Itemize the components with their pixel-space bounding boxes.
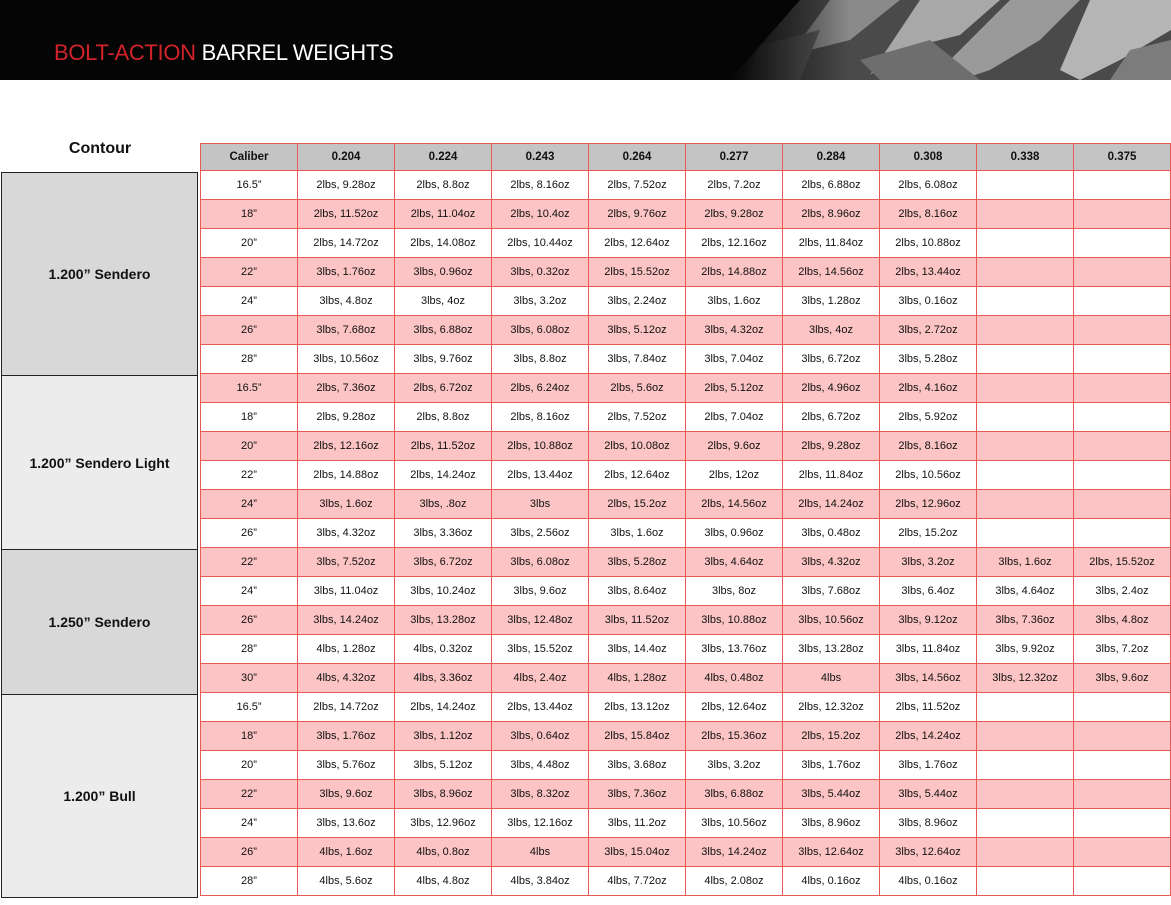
- weight-cell: [977, 722, 1074, 751]
- weight-cell: 2lbs, 15.52oz: [1074, 548, 1171, 577]
- weight-cell: 3lbs, 10.56oz: [686, 809, 783, 838]
- contour-group-label: 1.250” Sendero: [1, 549, 198, 695]
- weight-cell: 3lbs, 9.92oz: [977, 635, 1074, 664]
- weight-cell: 3lbs, 2.56oz: [492, 519, 589, 548]
- weight-cell: 2lbs, 5.92oz: [880, 403, 977, 432]
- weight-cell: 3lbs, 10.56oz: [783, 606, 880, 635]
- table-header-row: [201, 144, 1171, 171]
- column-header: 0.243: [492, 144, 589, 171]
- weight-cell: 2lbs, 15.2oz: [880, 519, 977, 548]
- barrel-length-cell: 22”: [201, 461, 298, 490]
- weight-cell: 2lbs, 8.16oz: [492, 171, 589, 200]
- weight-cell: [977, 200, 1074, 229]
- table-row: [201, 809, 1171, 838]
- weight-cell: 3lbs, 4.64oz: [686, 548, 783, 577]
- weight-cell: [1074, 432, 1171, 461]
- weight-cell: 3lbs, 3.2oz: [686, 751, 783, 780]
- weight-cell: 3lbs, 1.76oz: [298, 722, 395, 751]
- weight-cell: 3lbs, 12.16oz: [492, 809, 589, 838]
- weight-cell: 2lbs, 8.16oz: [880, 432, 977, 461]
- weight-cell: 3lbs, 7.04oz: [686, 345, 783, 374]
- weight-cell: 2lbs, 14.24oz: [783, 490, 880, 519]
- weight-cell: 3lbs, 4oz: [395, 287, 492, 316]
- table-row: [201, 780, 1171, 809]
- barrel-length-cell: 28”: [201, 867, 298, 896]
- weight-cell: 2lbs, 12.64oz: [589, 229, 686, 258]
- barrel-length-cell: 26”: [201, 838, 298, 867]
- weight-cell: 4lbs, 0.16oz: [783, 867, 880, 896]
- weight-cell: [977, 838, 1074, 867]
- weight-cell: 2lbs, 11.52oz: [395, 432, 492, 461]
- barrel-length-cell: 30”: [201, 664, 298, 693]
- weight-cell: 3lbs, 4.32oz: [686, 316, 783, 345]
- table-row: [201, 316, 1171, 345]
- weight-cell: [977, 403, 1074, 432]
- weight-cell: 2lbs, 8.8oz: [395, 403, 492, 432]
- weight-cell: 2lbs, 14.88oz: [298, 461, 395, 490]
- weight-cell: 2lbs, 5.6oz: [589, 374, 686, 403]
- weight-cell: 3lbs, 1.6oz: [589, 519, 686, 548]
- weight-cell: 3lbs, 10.24oz: [395, 577, 492, 606]
- weight-cell: [977, 287, 1074, 316]
- table-row: [201, 664, 1171, 693]
- weight-cell: 3lbs, 1.76oz: [880, 751, 977, 780]
- weight-cell: [1074, 780, 1171, 809]
- weight-cell: 3lbs, 14.4oz: [589, 635, 686, 664]
- weight-cell: [977, 519, 1074, 548]
- weight-cell: 3lbs, 11.04oz: [298, 577, 395, 606]
- weight-cell: 2lbs, 6.72oz: [783, 403, 880, 432]
- weight-cell: 2lbs, 12.16oz: [686, 229, 783, 258]
- weight-cell: 3lbs, 1.12oz: [395, 722, 492, 751]
- weight-cell: 3lbs, 3.68oz: [589, 751, 686, 780]
- weight-cell: 3lbs, 11.2oz: [589, 809, 686, 838]
- weight-cell: 3lbs, 1.6oz: [298, 490, 395, 519]
- table-row: [201, 490, 1171, 519]
- header-banner: [0, 0, 1171, 80]
- weight-cell: 4lbs, 1.28oz: [298, 635, 395, 664]
- weight-cell: 2lbs, 9.28oz: [686, 200, 783, 229]
- weight-cell: 3lbs, 5.44oz: [783, 780, 880, 809]
- weight-cell: 2lbs, 13.44oz: [880, 258, 977, 287]
- weight-cell: [1074, 867, 1171, 896]
- barrel-length-cell: 16.5”: [201, 374, 298, 403]
- weight-cell: 2lbs, 7.04oz: [686, 403, 783, 432]
- weight-cell: [1074, 374, 1171, 403]
- weight-cell: 2lbs, 12.32oz: [783, 693, 880, 722]
- weight-cell: [1074, 490, 1171, 519]
- weight-cell: 3lbs, 12.32oz: [977, 664, 1074, 693]
- weight-cell: 3lbs, 0.48oz: [783, 519, 880, 548]
- weight-cell: 2lbs, 13.44oz: [492, 461, 589, 490]
- weight-cell: 2lbs, 6.08oz: [880, 171, 977, 200]
- weight-cell: [977, 316, 1074, 345]
- weight-cell: 3lbs, 6.72oz: [783, 345, 880, 374]
- weight-cell: 3lbs, 12.64oz: [783, 838, 880, 867]
- weight-cell: 2lbs, 13.12oz: [589, 693, 686, 722]
- weight-cell: 3lbs, 13.28oz: [783, 635, 880, 664]
- weight-cell: 3lbs, 4.8oz: [298, 287, 395, 316]
- weight-cell: [977, 229, 1074, 258]
- weight-cell: 2lbs, 7.52oz: [589, 171, 686, 200]
- weight-cell: 2lbs, 10.88oz: [880, 229, 977, 258]
- weight-cell: 3lbs, 4.8oz: [1074, 606, 1171, 635]
- weight-cell: 2lbs, 9.28oz: [298, 171, 395, 200]
- weight-cell: 3lbs, 1.6oz: [686, 287, 783, 316]
- table-row: [201, 722, 1171, 751]
- weight-cell: 2lbs, 14.72oz: [298, 693, 395, 722]
- weight-cell: 3lbs, 0.16oz: [880, 287, 977, 316]
- weight-cell: 2lbs, 9.76oz: [589, 200, 686, 229]
- weight-cell: 3lbs, 8.96oz: [395, 780, 492, 809]
- weight-cell: 3lbs, 7.36oz: [589, 780, 686, 809]
- weight-cell: 3lbs, 15.04oz: [589, 838, 686, 867]
- weight-cell: 2lbs, 14.72oz: [298, 229, 395, 258]
- weight-cell: [977, 258, 1074, 287]
- weight-cell: 2lbs, 10.88oz: [492, 432, 589, 461]
- weight-cell: 3lbs, 6.88oz: [686, 780, 783, 809]
- weight-cell: 3lbs, 8oz: [686, 577, 783, 606]
- weight-cell: [1074, 751, 1171, 780]
- weight-cell: 2lbs, 15.36oz: [686, 722, 783, 751]
- weight-cell: 3lbs, 0.96oz: [395, 258, 492, 287]
- weight-cell: [977, 693, 1074, 722]
- barrel-length-cell: 20”: [201, 751, 298, 780]
- weight-cell: 3lbs, 5.28oz: [589, 548, 686, 577]
- weight-cell: 2lbs, 12oz: [686, 461, 783, 490]
- weight-cell: 4lbs, 5.6oz: [298, 867, 395, 896]
- weight-cell: 3lbs: [492, 490, 589, 519]
- weight-cell: 4lbs, 7.72oz: [589, 867, 686, 896]
- weight-cell: 3lbs, 7.2oz: [1074, 635, 1171, 664]
- barrel-length-cell: 20”: [201, 229, 298, 258]
- weight-cell: 3lbs, 12.64oz: [880, 838, 977, 867]
- weight-cell: 3lbs, 6.4oz: [880, 577, 977, 606]
- barrel-length-cell: 16.5”: [201, 693, 298, 722]
- weight-cell: 2lbs, 11.52oz: [298, 200, 395, 229]
- weight-cell: 2lbs, 13.44oz: [492, 693, 589, 722]
- weight-cell: 3lbs, 3.2oz: [492, 287, 589, 316]
- weight-cell: [977, 345, 1074, 374]
- weight-cell: 2lbs, 15.52oz: [589, 258, 686, 287]
- weight-cell: 2lbs, 12.64oz: [589, 461, 686, 490]
- table-row: [201, 287, 1171, 316]
- barrel-length-cell: 24”: [201, 287, 298, 316]
- weight-cell: 2lbs, 14.24oz: [880, 722, 977, 751]
- weight-cell: 4lbs, 4.8oz: [395, 867, 492, 896]
- weight-cell: 3lbs, 11.84oz: [880, 635, 977, 664]
- weight-cell: 2lbs, 15.2oz: [783, 722, 880, 751]
- weight-cell: 3lbs, 5.12oz: [589, 316, 686, 345]
- contour-group-label: 1.200” Sendero Light: [1, 375, 198, 550]
- weight-cell: 3lbs, 0.32oz: [492, 258, 589, 287]
- column-header: 0.264: [589, 144, 686, 171]
- barrel-length-cell: 26”: [201, 316, 298, 345]
- weight-cell: [977, 432, 1074, 461]
- barrel-length-cell: 24”: [201, 490, 298, 519]
- weight-cell: 3lbs, 7.52oz: [298, 548, 395, 577]
- weight-cell: 2lbs, 10.4oz: [492, 200, 589, 229]
- weight-cell: 4lbs, 0.48oz: [686, 664, 783, 693]
- weight-cell: 3lbs, 8.32oz: [492, 780, 589, 809]
- weight-cell: 2lbs, 8.16oz: [492, 403, 589, 432]
- weight-cell: 2lbs, 7.36oz: [298, 374, 395, 403]
- weight-cell: [1074, 316, 1171, 345]
- weight-cell: 3lbs, 15.52oz: [492, 635, 589, 664]
- weight-cell: [1074, 345, 1171, 374]
- table-row: [201, 432, 1171, 461]
- weight-cell: [1074, 258, 1171, 287]
- weight-cell: 3lbs, 4.48oz: [492, 751, 589, 780]
- weight-cell: 2lbs, 14.88oz: [686, 258, 783, 287]
- weight-cell: 2lbs, 15.2oz: [589, 490, 686, 519]
- table-row: [201, 374, 1171, 403]
- contour-header: Contour: [68, 140, 132, 157]
- table-row: [201, 200, 1171, 229]
- weight-cell: 3lbs, 6.08oz: [492, 548, 589, 577]
- weight-cell: 3lbs, 10.88oz: [686, 606, 783, 635]
- column-header: 0.277: [686, 144, 783, 171]
- weight-cell: 2lbs, 4.16oz: [880, 374, 977, 403]
- barrel-weights-table: [200, 143, 1171, 896]
- table-row: [201, 635, 1171, 664]
- weight-cell: [1074, 461, 1171, 490]
- page-title: [54, 40, 393, 66]
- weight-cell: 3lbs, 7.68oz: [783, 577, 880, 606]
- weight-cell: 3lbs, 8.64oz: [589, 577, 686, 606]
- weight-cell: 3lbs, 9.6oz: [1074, 664, 1171, 693]
- contour-group-label: 1.200” Sendero: [1, 172, 198, 376]
- weight-cell: 2lbs, 7.52oz: [589, 403, 686, 432]
- weight-cell: 2lbs, 10.44oz: [492, 229, 589, 258]
- table-row: [201, 403, 1171, 432]
- weight-cell: 2lbs, 5.12oz: [686, 374, 783, 403]
- weight-cell: [977, 751, 1074, 780]
- table-row: [201, 867, 1171, 896]
- weight-cell: 3lbs, 1.76oz: [298, 258, 395, 287]
- weight-cell: 2lbs, 10.08oz: [589, 432, 686, 461]
- weight-cell: 4lbs, 1.28oz: [589, 664, 686, 693]
- weight-cell: 3lbs, 5.76oz: [298, 751, 395, 780]
- barrel-length-cell: 20”: [201, 432, 298, 461]
- weight-cell: 2lbs, 6.88oz: [783, 171, 880, 200]
- weight-cell: [1074, 287, 1171, 316]
- weight-cell: 4lbs: [492, 838, 589, 867]
- weight-cell: 3lbs, 7.84oz: [589, 345, 686, 374]
- barrel-length-cell: 24”: [201, 577, 298, 606]
- weight-cell: 4lbs, 3.84oz: [492, 867, 589, 896]
- barrel-length-cell: 22”: [201, 258, 298, 287]
- weight-cell: 3lbs, 6.88oz: [395, 316, 492, 345]
- weight-cell: 3lbs, 13.28oz: [395, 606, 492, 635]
- weight-cell: 4lbs, 2.08oz: [686, 867, 783, 896]
- weight-cell: 2lbs, 7.2oz: [686, 171, 783, 200]
- weight-cell: 3lbs, 0.96oz: [686, 519, 783, 548]
- weight-cell: 3lbs, 3.36oz: [395, 519, 492, 548]
- column-header: 0.375: [1074, 144, 1171, 171]
- weight-cell: [977, 780, 1074, 809]
- table-row: [201, 606, 1171, 635]
- weight-cell: 3lbs, 1.6oz: [977, 548, 1074, 577]
- weight-cell: 3lbs, 9.6oz: [492, 577, 589, 606]
- weight-cell: 2lbs, 11.52oz: [880, 693, 977, 722]
- weight-cell: 3lbs, 13.76oz: [686, 635, 783, 664]
- weight-cell: 2lbs, 9.28oz: [298, 403, 395, 432]
- column-header: 0.224: [395, 144, 492, 171]
- weight-cell: 3lbs, 12.48oz: [492, 606, 589, 635]
- weight-cell: 2lbs, 9.28oz: [783, 432, 880, 461]
- weight-cell: 2lbs, 14.24oz: [395, 693, 492, 722]
- weight-cell: 4lbs: [783, 664, 880, 693]
- weight-cell: 2lbs, 9.6oz: [686, 432, 783, 461]
- weight-cell: 3lbs, 2.72oz: [880, 316, 977, 345]
- weight-cell: [1074, 519, 1171, 548]
- weight-cell: 3lbs, 4oz: [783, 316, 880, 345]
- weight-cell: [977, 171, 1074, 200]
- weight-cell: 3lbs, 6.72oz: [395, 548, 492, 577]
- weight-cell: 3lbs, 14.56oz: [880, 664, 977, 693]
- weight-cell: 4lbs, 4.32oz: [298, 664, 395, 693]
- weight-cell: 2lbs, 6.24oz: [492, 374, 589, 403]
- page-title-accent: BOLT-ACTION: [54, 40, 196, 65]
- weight-cell: 4lbs, 0.16oz: [880, 867, 977, 896]
- weight-cell: 2lbs, 6.72oz: [395, 374, 492, 403]
- weight-cell: 2lbs, 12.96oz: [880, 490, 977, 519]
- table-row: [201, 577, 1171, 606]
- weight-cell: 3lbs, 2.24oz: [589, 287, 686, 316]
- weight-cell: 2lbs, 10.56oz: [880, 461, 977, 490]
- weight-cell: 3lbs, 6.08oz: [492, 316, 589, 345]
- weight-cell: [977, 374, 1074, 403]
- weight-cell: 2lbs, 8.8oz: [395, 171, 492, 200]
- barrel-length-cell: 28”: [201, 345, 298, 374]
- barrel-length-cell: 22”: [201, 780, 298, 809]
- barrel-length-cell: 18”: [201, 722, 298, 751]
- weight-cell: 3lbs, 7.68oz: [298, 316, 395, 345]
- weight-cell: [1074, 171, 1171, 200]
- table-row: [201, 519, 1171, 548]
- weight-cell: 3lbs, 13.6oz: [298, 809, 395, 838]
- weight-cell: 3lbs, 5.12oz: [395, 751, 492, 780]
- weight-cell: 3lbs, 12.96oz: [395, 809, 492, 838]
- weight-cell: [977, 809, 1074, 838]
- weight-cell: 3lbs, .8oz: [395, 490, 492, 519]
- weight-cell: 3lbs, 14.24oz: [686, 838, 783, 867]
- weight-cell: 2lbs, 12.64oz: [686, 693, 783, 722]
- contour-group-label: 1.200” Bull: [1, 694, 198, 898]
- weight-cell: [1074, 809, 1171, 838]
- weight-cell: 3lbs, 4.64oz: [977, 577, 1074, 606]
- weight-cell: 3lbs, 2.4oz: [1074, 577, 1171, 606]
- weight-cell: 4lbs, 0.32oz: [395, 635, 492, 664]
- weight-cell: 3lbs, 4.32oz: [783, 548, 880, 577]
- barrel-length-cell: 28”: [201, 635, 298, 664]
- weight-cell: 4lbs, 1.6oz: [298, 838, 395, 867]
- table-row: [201, 693, 1171, 722]
- weight-cell: 3lbs, 1.76oz: [783, 751, 880, 780]
- column-header: Caliber: [201, 144, 298, 171]
- weight-cell: [1074, 403, 1171, 432]
- barrel-length-cell: 18”: [201, 403, 298, 432]
- column-header: 0.308: [880, 144, 977, 171]
- barrel-length-cell: 26”: [201, 606, 298, 635]
- barrel-length-cell: 26”: [201, 519, 298, 548]
- weight-cell: 3lbs, 9.6oz: [298, 780, 395, 809]
- weight-cell: 2lbs, 11.84oz: [783, 461, 880, 490]
- weight-cell: 4lbs, 2.4oz: [492, 664, 589, 693]
- weight-cell: [977, 490, 1074, 519]
- weight-cell: 2lbs, 14.24oz: [395, 461, 492, 490]
- table-row: [201, 751, 1171, 780]
- weight-cell: 2lbs, 8.96oz: [783, 200, 880, 229]
- barrel-length-cell: 24”: [201, 809, 298, 838]
- weight-cell: 2lbs, 8.16oz: [880, 200, 977, 229]
- column-header: 0.204: [298, 144, 395, 171]
- weight-cell: [977, 461, 1074, 490]
- weight-cell: 3lbs, 4.32oz: [298, 519, 395, 548]
- weight-cell: 2lbs, 11.84oz: [783, 229, 880, 258]
- weight-cell: 3lbs, 5.44oz: [880, 780, 977, 809]
- table-row: [201, 345, 1171, 374]
- weight-cell: 4lbs, 3.36oz: [395, 664, 492, 693]
- weight-cell: 2lbs, 12.16oz: [298, 432, 395, 461]
- weight-cell: 3lbs, 9.12oz: [880, 606, 977, 635]
- barrel-length-cell: 16.5”: [201, 171, 298, 200]
- weight-cell: [1074, 838, 1171, 867]
- weight-cell: 4lbs, 0.8oz: [395, 838, 492, 867]
- weight-cell: 2lbs, 14.56oz: [783, 258, 880, 287]
- page-title-rest: BARREL WEIGHTS: [195, 40, 394, 65]
- table-row: [201, 171, 1171, 200]
- weight-cell: [1074, 722, 1171, 751]
- weight-cell: 3lbs, 8.96oz: [880, 809, 977, 838]
- weight-cell: 3lbs, 8.96oz: [783, 809, 880, 838]
- weight-cell: 2lbs, 14.08oz: [395, 229, 492, 258]
- weight-cell: 2lbs, 4.96oz: [783, 374, 880, 403]
- weight-cell: 2lbs, 11.04oz: [395, 200, 492, 229]
- weight-cell: 2lbs, 15.84oz: [589, 722, 686, 751]
- weight-cell: 3lbs, 7.36oz: [977, 606, 1074, 635]
- weight-cell: 2lbs, 14.56oz: [686, 490, 783, 519]
- weight-cell: 3lbs, 1.28oz: [783, 287, 880, 316]
- weight-cell: 3lbs, 14.24oz: [298, 606, 395, 635]
- table-row: [201, 838, 1171, 867]
- weight-cell: 3lbs, 8.8oz: [492, 345, 589, 374]
- weight-cell: [977, 867, 1074, 896]
- weight-cell: 3lbs, 9.76oz: [395, 345, 492, 374]
- weight-cell: [1074, 200, 1171, 229]
- weight-cell: 3lbs, 5.28oz: [880, 345, 977, 374]
- barrel-length-cell: 22”: [201, 548, 298, 577]
- table-row: [201, 229, 1171, 258]
- table-row: [201, 258, 1171, 287]
- column-header: 0.284: [783, 144, 880, 171]
- weight-cell: [1074, 229, 1171, 258]
- weight-cell: 3lbs, 10.56oz: [298, 345, 395, 374]
- weight-cell: 3lbs, 0.64oz: [492, 722, 589, 751]
- weight-cell: 3lbs, 11.52oz: [589, 606, 686, 635]
- barrel-length-cell: 18”: [201, 200, 298, 229]
- table-body: [201, 171, 1171, 896]
- table-row: [201, 548, 1171, 577]
- column-header: 0.338: [977, 144, 1074, 171]
- weight-cell: 3lbs, 3.2oz: [880, 548, 977, 577]
- weight-cell: [1074, 693, 1171, 722]
- table-row: [201, 461, 1171, 490]
